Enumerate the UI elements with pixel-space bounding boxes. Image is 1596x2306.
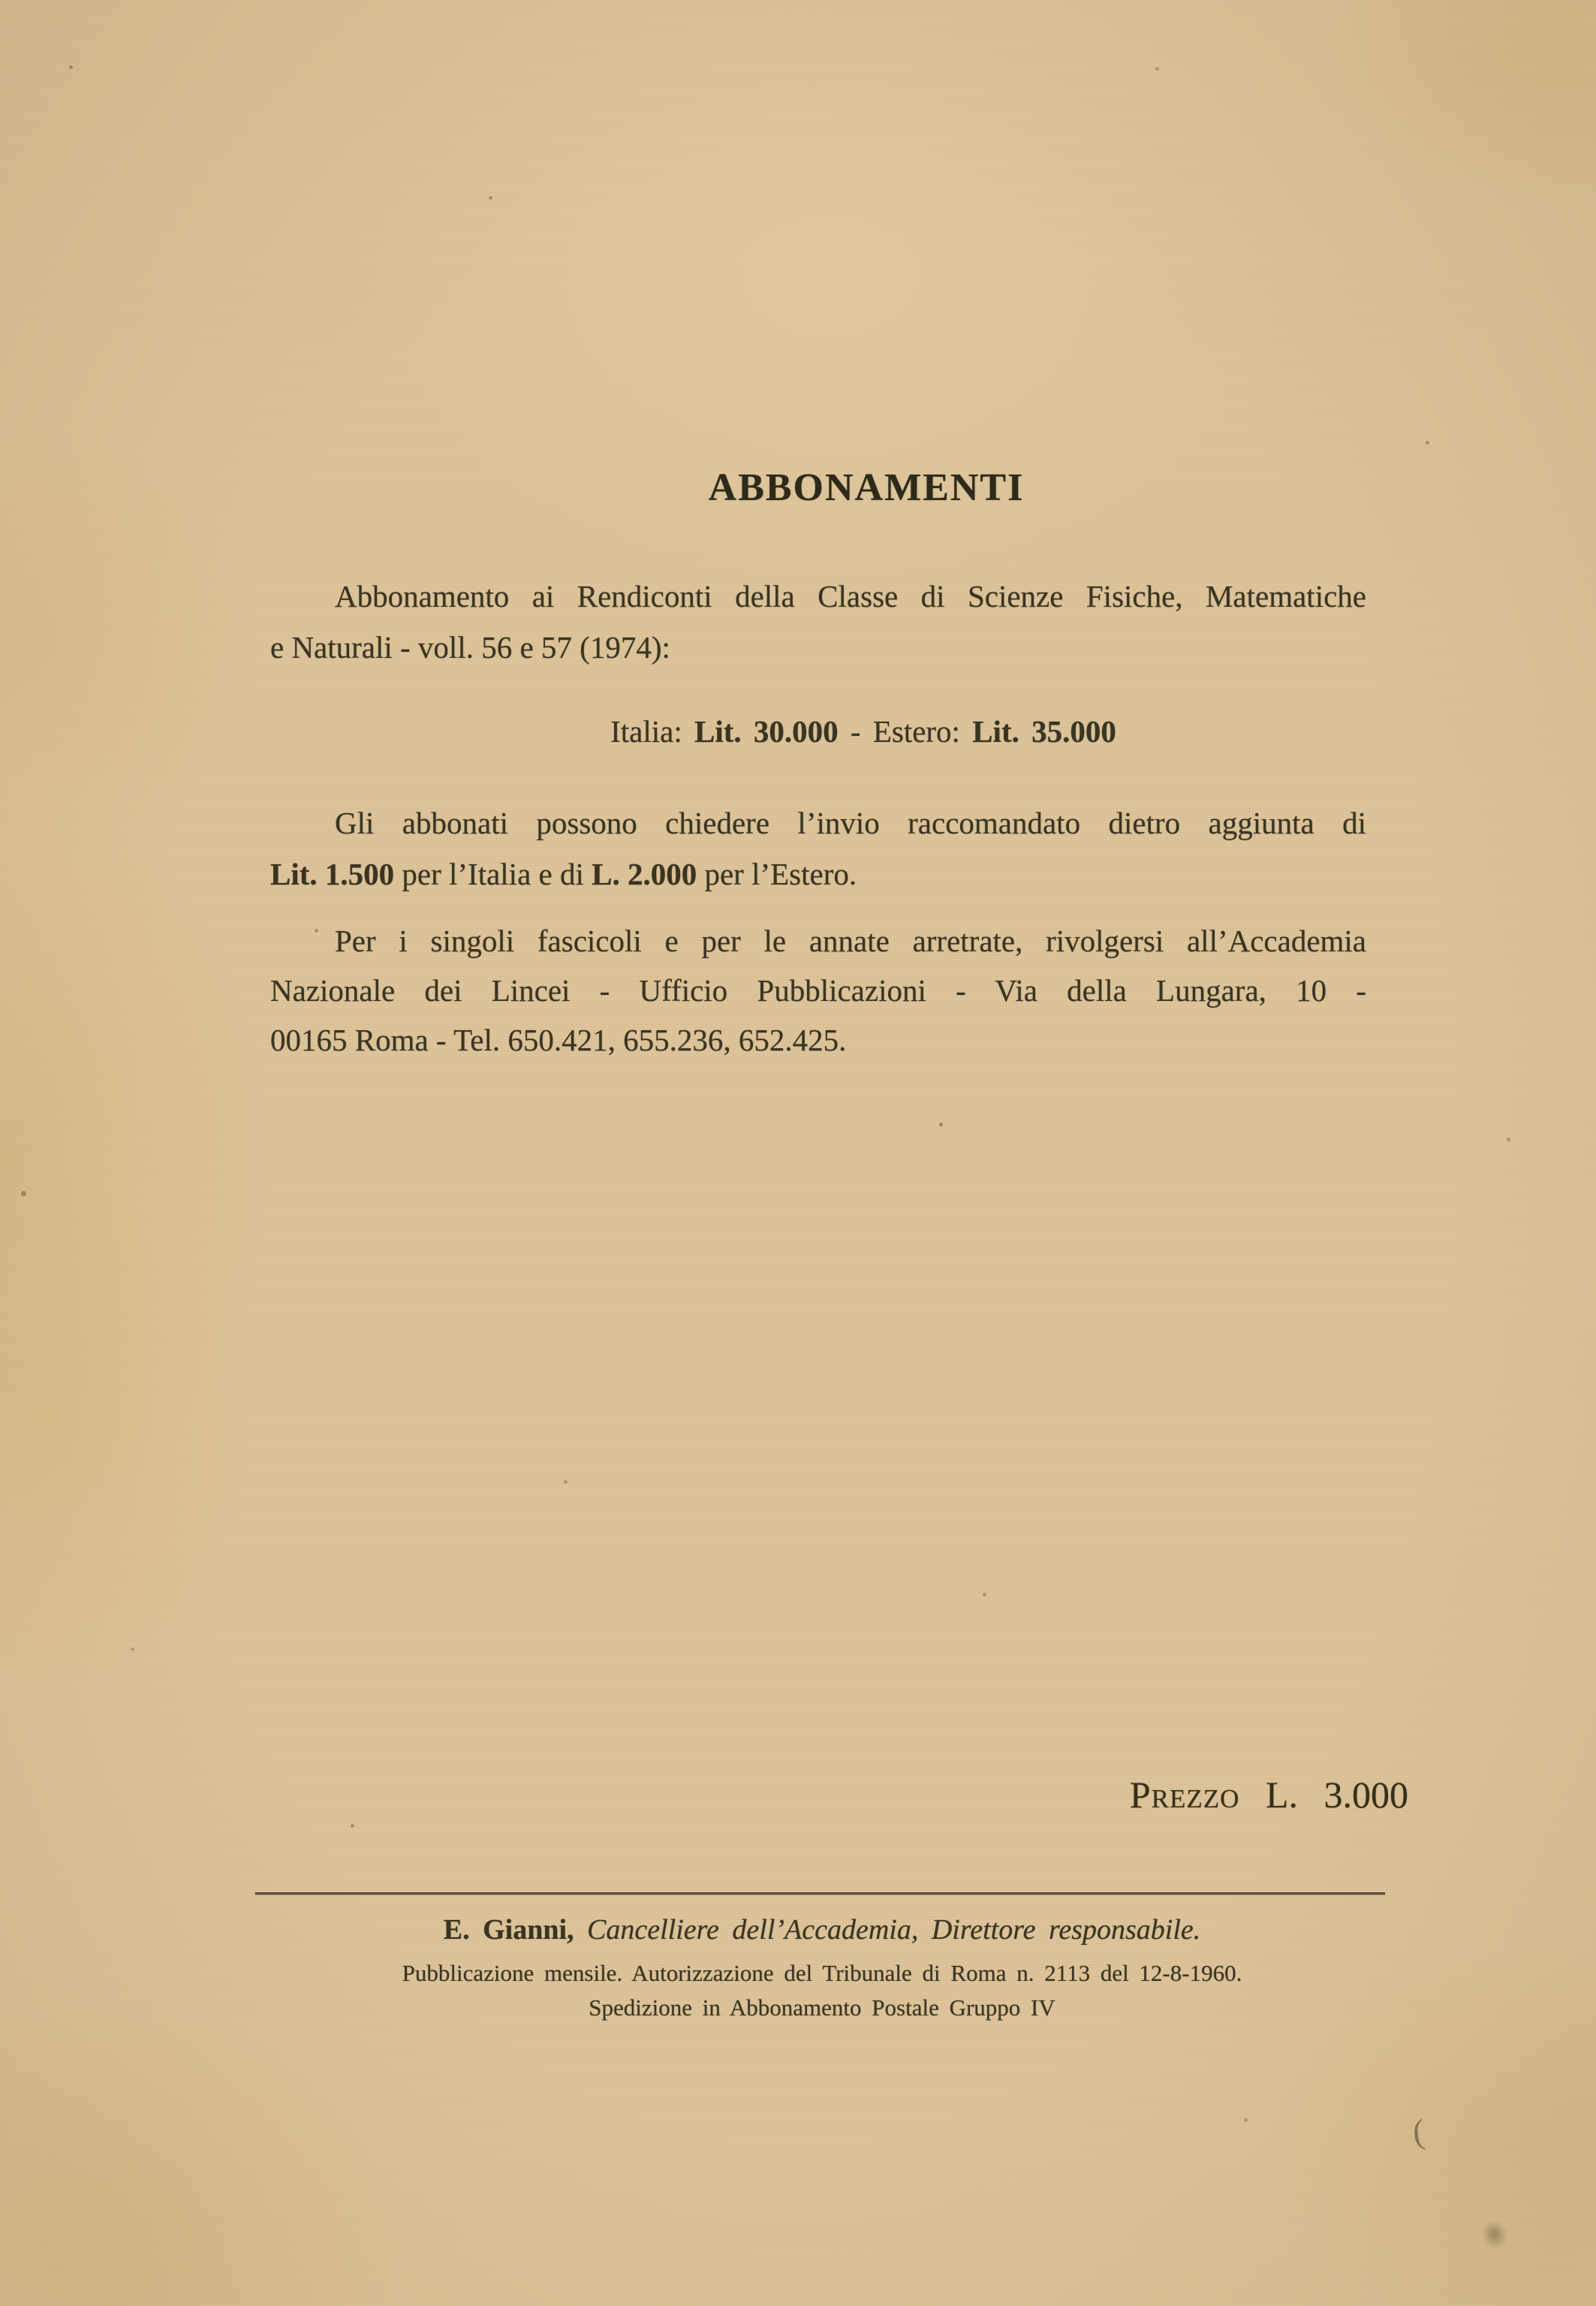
back-issues-paragraph — [270, 916, 1366, 1065]
text-line: Lit. 1.500 per l’Italia e di L. 2.000 per l’Estero. — [270, 857, 857, 891]
colophon-shipping-line: Spedizione in Abbonamento Postale Gruppo IV — [589, 1994, 1055, 2021]
text-line: Gli abbonati possono chiedere l’invio raccomandato dietro aggiunta di — [335, 806, 1366, 840]
abroad-price-value: Lit. 35.000 — [972, 714, 1116, 749]
price-value: L. 3.000 — [1265, 1774, 1408, 1816]
italy-surcharge-value: Lit. 1.500 — [270, 857, 395, 891]
text-line: Nazionale dei Lincei - Ufficio Pubblicazioni - Via della Lungara, 10 - — [270, 973, 1366, 1008]
editor-title: Cancelliere dell’Accademia, Direttore responsabile. — [587, 1914, 1201, 1946]
stain-smudge — [1478, 2217, 1512, 2253]
price-tag — [1130, 1774, 1408, 1816]
italy-price-value: Lit. 30.000 — [694, 714, 839, 749]
paper-specks — [0, 0, 2, 2]
editor-name: E. Gianni, — [443, 1914, 574, 1946]
text-line: 00165 Roma - Tel. 650.421, 655.236, 652.425. — [270, 1023, 847, 1057]
page-title: ABBONAMENTI — [708, 466, 1025, 509]
colophon-editor-line — [255, 1911, 1389, 1949]
horizontal-rule — [255, 1892, 1385, 1895]
pen-mark: ( — [1411, 2112, 1426, 2151]
registered-mail-paragraph — [270, 797, 1366, 900]
italy-price-label: Italia: — [610, 714, 682, 749]
subscription-price-line — [270, 706, 1411, 757]
text-line: e Naturali - voll. 56 e 57 (1974): — [270, 630, 670, 665]
price-separator: - — [850, 714, 861, 749]
text-line: Abbonamento ai Rendiconti della Classe di Scienze Fisiche, Matematiche — [335, 579, 1366, 613]
text-line: Per i singoli fascicoli e per le annate arretrate, rivolgersi all’Accademia — [335, 924, 1366, 958]
intro-paragraph — [270, 571, 1366, 673]
abroad-price-label: Estero: — [872, 714, 960, 749]
abroad-surcharge-value: L. 2.000 — [592, 857, 697, 891]
price-label: Prezzo — [1129, 1774, 1240, 1816]
colophon-authorization-line: Pubblicazione mensile. Autorizzazione del Tribunale di Roma n. 2113 del 12-8-1960. — [402, 1960, 1242, 1986]
